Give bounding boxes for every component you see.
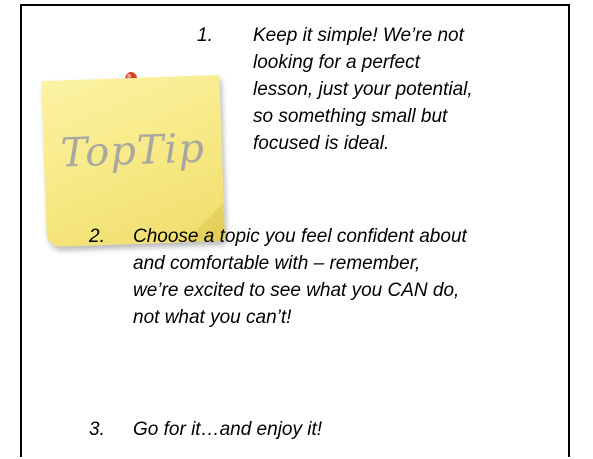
tip-2-line: not what you can’t! bbox=[133, 307, 292, 328]
tip-1-line: lesson, just your potential, bbox=[253, 79, 473, 100]
tip-1-line: Keep it simple! We’re not bbox=[253, 25, 464, 46]
tip-3-line: Go for it…and enjoy it! bbox=[133, 419, 323, 440]
tip-1-line: focused is ideal. bbox=[253, 133, 390, 154]
tip-2-number: 2. bbox=[89, 226, 105, 247]
tip-3-number: 3. bbox=[89, 419, 105, 440]
sticky-note bbox=[41, 69, 227, 247]
tip-3-text bbox=[133, 416, 322, 443]
tip-1-number: 1. bbox=[197, 25, 213, 46]
tip-1-line: looking for a perfect bbox=[253, 52, 420, 73]
sticky-note-label: TopTip bbox=[59, 125, 206, 177]
tip-2-line: Choose a topic you feel confident about bbox=[133, 226, 467, 247]
tip-1-line: so something small but bbox=[253, 106, 448, 127]
tip-1-text bbox=[253, 22, 473, 157]
tip-2-line: we’re excited to see what you CAN do, bbox=[133, 280, 460, 301]
tip-2-text bbox=[133, 223, 467, 331]
tip-2-line: and comfortable with – remember, bbox=[133, 253, 421, 274]
